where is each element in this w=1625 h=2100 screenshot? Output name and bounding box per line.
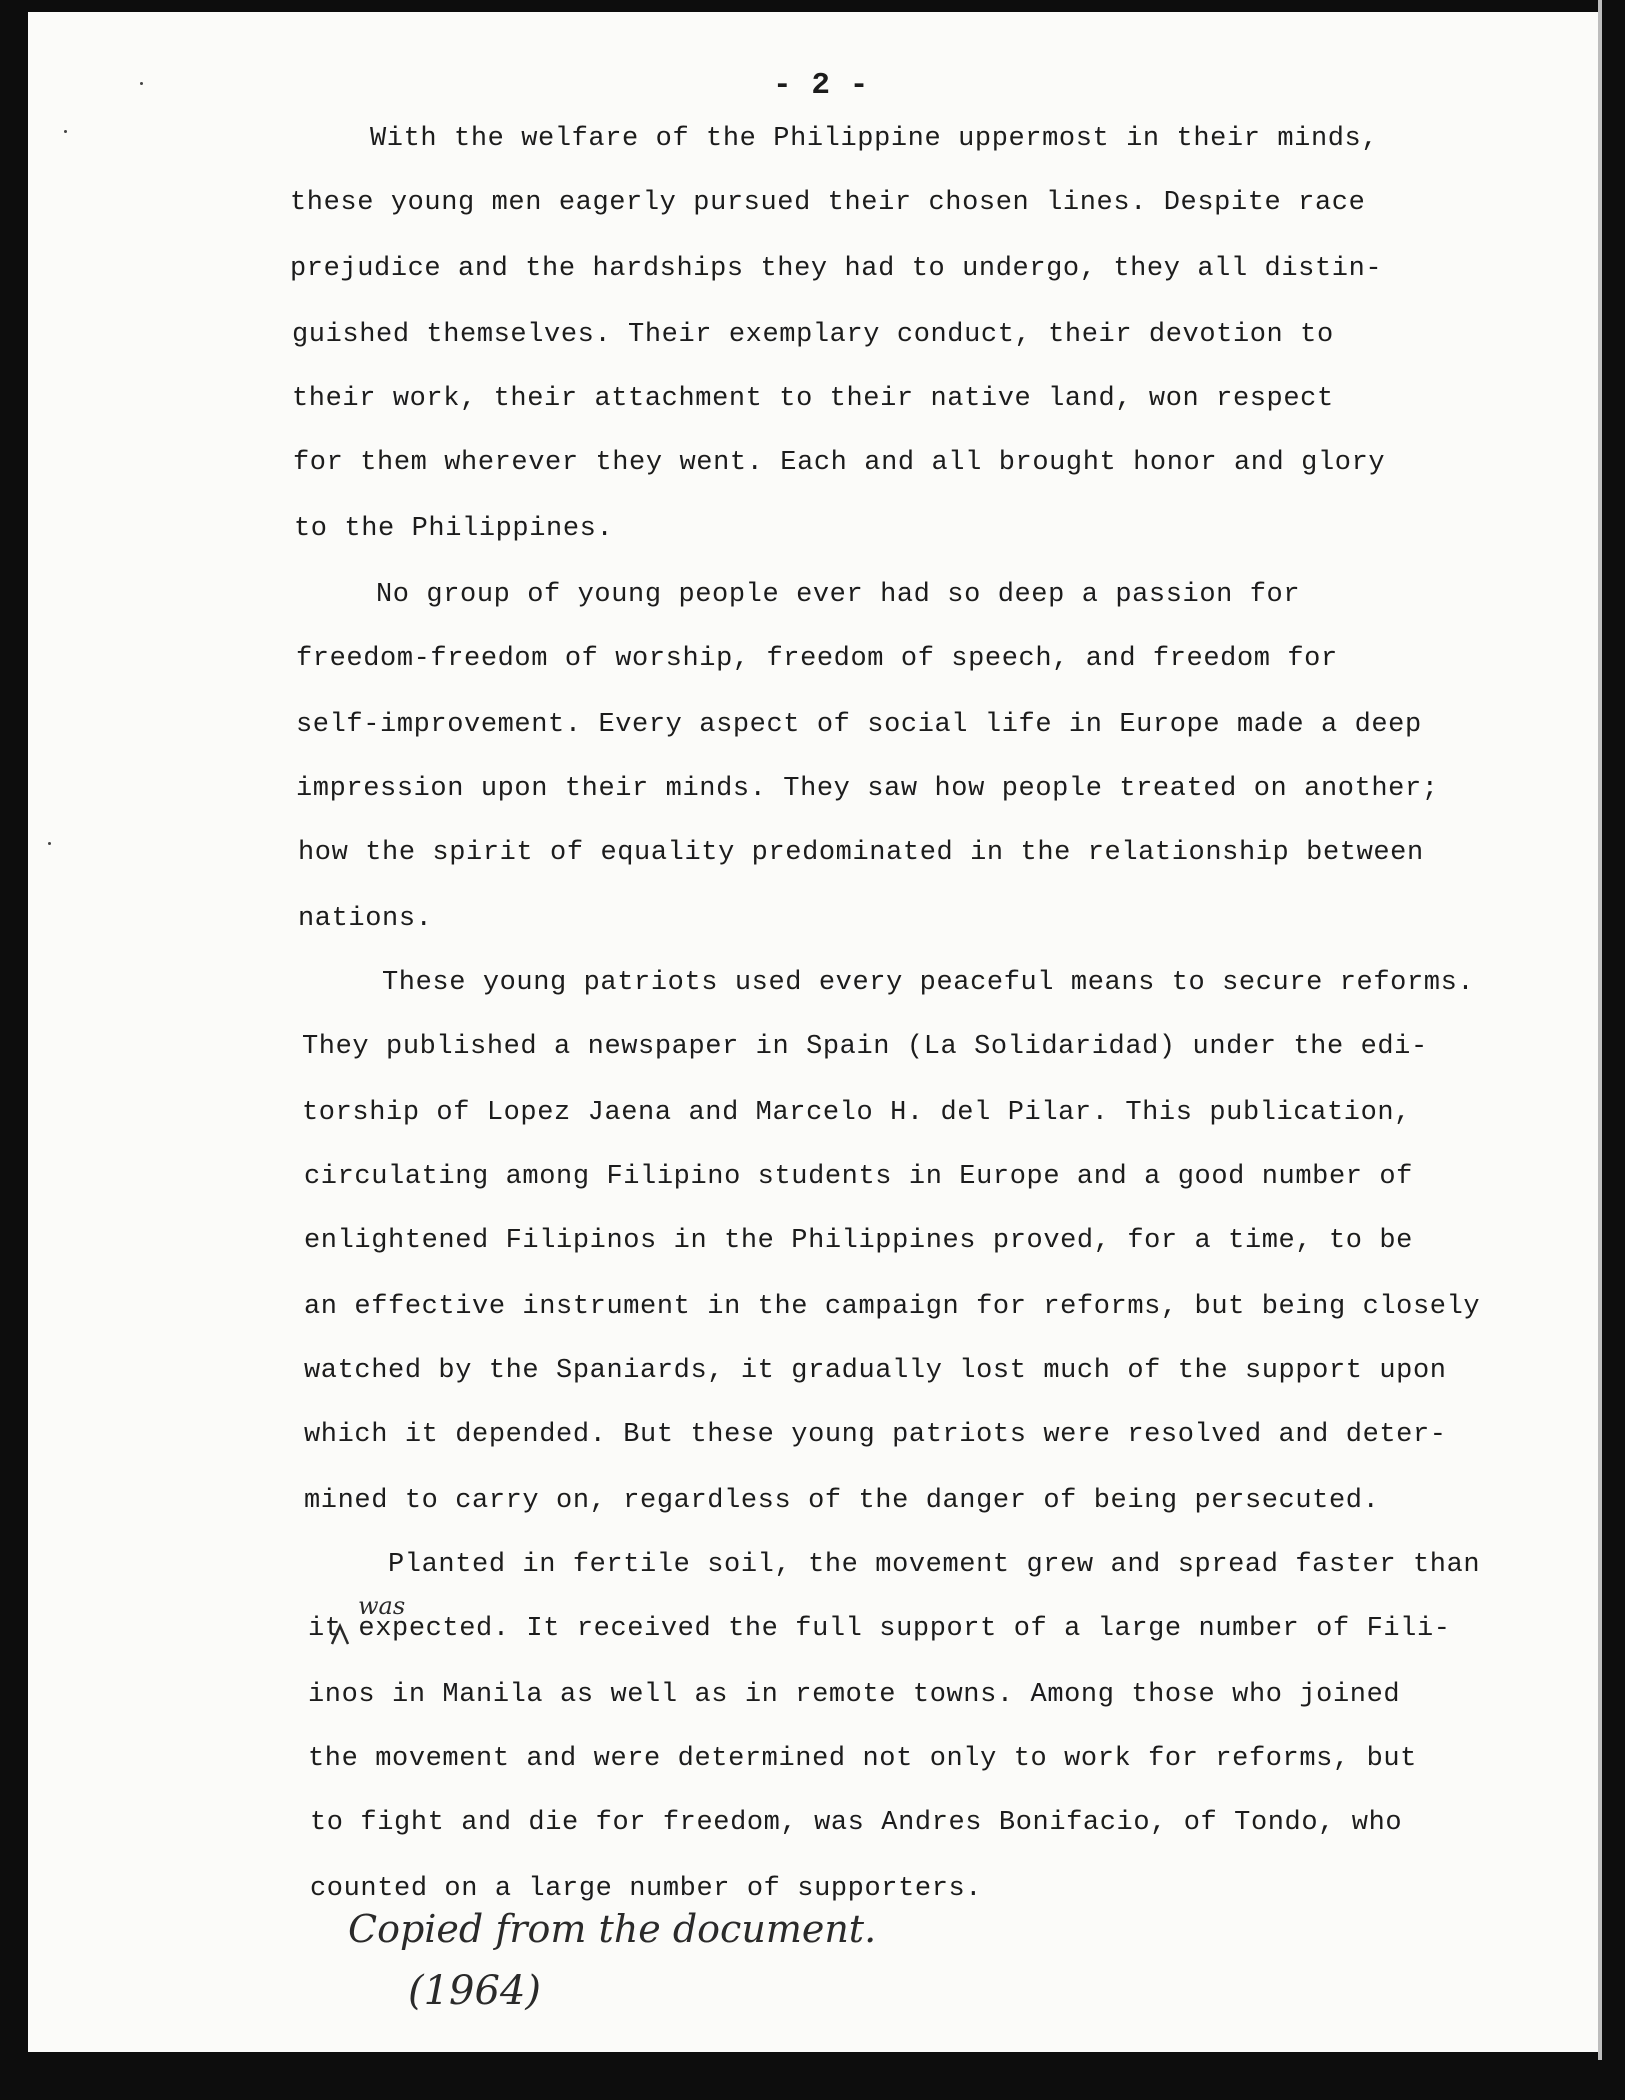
handwritten-note: [348, 1900, 988, 2020]
body-line: nations.: [298, 904, 433, 934]
handwritten-note-line1: Copied from the document.: [348, 1907, 877, 1951]
body-line: guished themselves. Their exemplary conduct, their devotion to: [292, 320, 1334, 350]
caret-mark: [332, 1626, 348, 1644]
handwritten-insertion-mark: [328, 1588, 408, 1648]
body-line: how the spirit of equality predominated in the relationship between: [298, 838, 1424, 868]
body-line: prejudice and the hardships they had to undergo, they all distin-: [290, 254, 1383, 284]
scan-speck: [64, 130, 67, 133]
body-line: an effective instrument in the campaign for reforms, but being closely: [304, 1292, 1481, 1322]
body-line: impression upon their minds. They saw how people treated on another;: [296, 774, 1439, 804]
handwritten-note-line2: (1964): [408, 1968, 542, 2014]
body-line: These young patriots used every peaceful means to secure reforms.: [382, 968, 1475, 998]
body-line: mined to carry on, regardless of the danger of being persecuted.: [304, 1486, 1380, 1516]
body-line: They published a newspaper in Spain (La Solidaridad) under the edi-: [302, 1032, 1428, 1062]
body-line: freedom-freedom of worship, freedom of speech, and freedom for: [296, 644, 1338, 674]
body-line: enlightened Filipinos in the Philippines proved, for a time, to be: [304, 1226, 1413, 1256]
body-line: self-improvement. Every aspect of social life in Europe made a deep: [296, 710, 1422, 740]
body-line: inos in Manila as well as in remote towns. Among those who joined: [308, 1680, 1401, 1710]
document-page: [28, 12, 1600, 2052]
scan-speck: [48, 842, 51, 845]
body-line: to fight and die for freedom, was Andres Bonifacio, of Tondo, who: [310, 1808, 1403, 1838]
body-line: torship of Lopez Jaena and Marcelo H. del Pilar. This publication,: [302, 1098, 1411, 1128]
body-line: Planted in fertile soil, the movement grew and spread faster than: [388, 1550, 1481, 1580]
body-line: for them wherever they went. Each and all brought honor and glory: [293, 448, 1386, 478]
body-line: it expected. It received the full support of a large number of Fili-: [308, 1614, 1451, 1644]
body-line: circulating among Filipino students in Europe and a good number of: [304, 1162, 1413, 1192]
body-line: which it depended. But these young patriots were resolved and deter-: [304, 1420, 1447, 1450]
body-line: to the Philippines.: [294, 514, 614, 544]
body-line: these young men eagerly pursued their chosen lines. Despite race: [290, 188, 1366, 218]
body-line: No group of young people ever had so deep a passion for: [376, 580, 1301, 610]
body-line: With the welfare of the Philippine uppermost in their minds,: [370, 124, 1379, 154]
scan-speck: [140, 82, 143, 85]
handwritten-insertion: was: [358, 1592, 406, 1620]
body-line: counted on a large number of supporters.: [310, 1874, 983, 1904]
page-edge: [1598, 0, 1602, 2060]
body-line: watched by the Spaniards, it gradually lost much of the support upon: [304, 1356, 1447, 1386]
page-number: - 2 -: [773, 68, 870, 103]
body-line: their work, their attachment to their native land, won respect: [292, 384, 1334, 414]
body-line: the movement and were determined not only to work for reforms, but: [308, 1744, 1417, 1774]
